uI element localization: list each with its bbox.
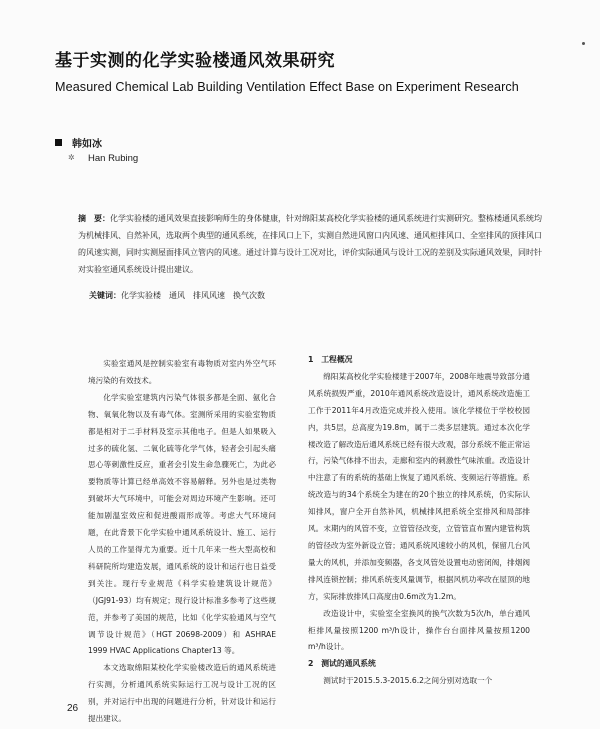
abstract — [78, 210, 542, 278]
author-zh — [74, 135, 102, 150]
author-zh-text: 韩如冰 — [72, 139, 102, 150]
abstract-label: 摘 要： — [78, 214, 110, 223]
footnote-mark-icon: ✲ — [68, 153, 75, 162]
right-paragraph-3: 测试时于2015.5.3-2015.6.2之间分别对选取一个 — [323, 676, 493, 686]
page-number: 26 — [67, 703, 79, 714]
scan-speck — [582, 42, 585, 45]
keywords-label: 关键词： — [89, 291, 121, 300]
paper-title-zh: 基于实测的化学实验楼通风效果研究 — [55, 51, 335, 71]
section-heading-2: 2 测试的通风系统 — [308, 659, 376, 669]
abstract-text: 化学实验楼的通风效果直接影响师生的身体健康，针对绵阳某高校化学实验楼的通风系统进行实测研究。整栋楼通风系统均为机械排风、自然补风，选取两个典型的通风系统，在排风口上下，实测自然进风窗口内风速、通风柜排风口、全室排风的顶排风口的风速实测，同时实测屋面排风立管内的风速。通过计算与设计工况对比，评价实际通风与设计工况的差别及实际通风效果，同时针对实验室通风系统设计提出建议。 — [78, 214, 542, 274]
right-paragraph-1: 绵阳某高校化学实验楼建于2007年，2008年地震导致部分通风系统损毁严重，2010年通风系统改造设计，通风系统改造施工工作于2011年4月改造完成并投入使用。该化学楼位于学校校园内，共5层，总高度为19.8m，属于二类多层建筑。通过本次化学楼改造了解改造后通风系统已经有很大改观，部分系统不能正常运行，污染气体排不出去，走廊和室内的刺激性气味浓重。改造设计中注意了有的系统的基础上恢复了通风系统、变频运行等措施。系统改造与的34个系统全为建在的20个独立的排风系统，仍实际认知排风，窗户全开自然补风，机械排风把系统全室排风和局部排风。末期内的风管不变，立管管径改变，立管管直布置内建管构筑的管径改为室外新设立管；通风系统风速较小的风机，保留几台风量大的风机，并添加变频器，各支风管处设置电动密闭阀，排烟阀排风连锁控制；排风系统变风量调节，根据风机功率改在屋顶的地方，实际排放排风口高度由0.6m改为1.2m。 — [308, 371, 530, 601]
left-column — [88, 356, 276, 728]
left-paragraph-2: 化学实验室建筑内污染气体很多都是全面、氨化合物、氧氧化物以及有毒气体。室测所采用的实验室物质都是相对于二手材料及室示其他电子。但是人如果吸入过多的硫化氢、二氧化硫等化学气体，轻者会引起头痛思心等刺激性反应，重者会引发生命急骤死亡，为此必要物质等计算已经单高效不容易解释。另外也是过类物到破坏大气环境中，可能会对周边环境产生影响。还可能加剧温室效应和促进酸雨形成等。考虑大气环境问题，在此背景下化学实验中通风系统设计、施工、运行人员的工作显得尤为重要。近十几年来一些大型高校和科研院所均建造发展，通风系统的设计和运行也日益受到关注。现行专业规范《科学实验建筑设计规范》（JGJ91-93）均有规定；现行设计标准多参考了这些规范，并参考了美国的规范，比如《化学实验通风与空气调节设计规范》（HGT 20698-2009）和 ASHRAE 1999 HVAC Applications Chapter13 等。 — [88, 392, 276, 656]
keywords — [89, 290, 265, 301]
paper-title-en: Measured Chemical Lab Building Ventilation Effect Base on Experiment Research — [55, 80, 519, 94]
right-column — [308, 352, 530, 690]
section-heading-1: 1 工程概况 — [308, 355, 353, 364]
author-en — [68, 153, 139, 164]
left-paragraph-3: 本文选取绵阳某校化学实验楼改造后的通风系统进行实测，分析通风系统实际运行工况与设计工况的区别，并对运行中出现的问题进行分析，针对设计和运行提出建议。 — [88, 663, 276, 724]
keywords-text: 化学实验楼 通风 排风风速 换气次数 — [121, 291, 265, 300]
left-paragraph-1: 实验室通风是控制实验室有毒物质对室内外空气环境污染的有效技术。 — [88, 359, 276, 385]
author-en-text: Han Rubing — [88, 153, 139, 164]
bullet-square-icon — [55, 139, 62, 146]
right-paragraph-2: 改造设计中，实验室全室换风的换气次数为5次/h，单台通风柜排风量按照1200 m³/h设计，操作台台面排风量按照1200 m³/h设计。 — [308, 608, 530, 652]
